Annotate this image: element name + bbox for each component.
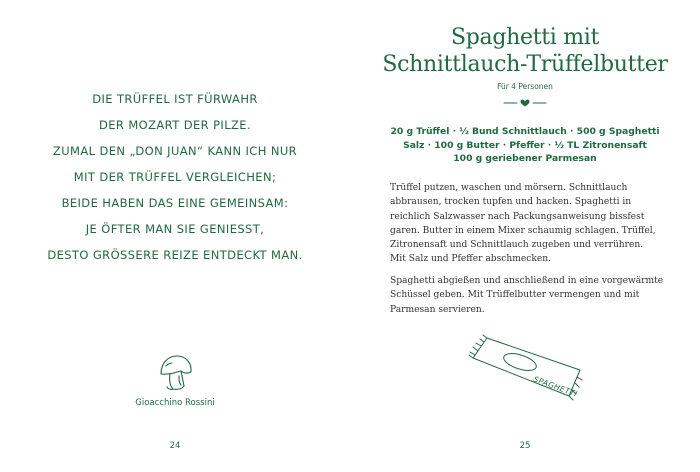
page-number: 25 xyxy=(519,441,531,451)
quote-line: BEIDE HABEN DAS EINE GEMEINSAM: xyxy=(61,196,289,210)
text-line: Trüffel putzen, waschen und mörsern. Schnittlauch xyxy=(390,183,628,193)
heart-ornament-icon xyxy=(502,98,548,108)
quote-line: DER MOZART DER PILZE. xyxy=(98,118,252,132)
recipe-title-line: Schnittlauch-Trüffelbutter xyxy=(382,52,668,77)
ingredients-line: 20 g Trüffel · ½ Bund Schnittlauch · 500 g Spaghetti xyxy=(390,126,660,137)
right-page xyxy=(350,0,700,472)
instructions-paragraph xyxy=(390,181,670,267)
ingredients-line: 100 g geriebener Parmesan xyxy=(453,153,597,164)
servings: Für 4 Personen xyxy=(497,82,553,91)
package-label: SPAGHETTI xyxy=(532,374,579,399)
text-line: Schüssel geben. Mit Trüffelbutter vermengen und mit xyxy=(390,290,640,301)
text-line: abbrausen, trocken tupfen und hacken. Spaghetti in xyxy=(390,197,632,208)
quote-line: JE ÖFTER MAN SIE GENIESST, xyxy=(85,222,265,236)
quote-line: DESTO GRÖSSERE REIZE ENTDECKT MAN. xyxy=(47,248,303,262)
spaghetti-package-icon xyxy=(465,330,585,405)
page-number: 24 xyxy=(169,441,181,451)
mushroom-icon xyxy=(157,352,195,392)
text-line: Mit Salz und Pfeffer abschmecken. xyxy=(390,254,551,265)
text-line: Spaghetti abgießen und anschließend in eine vorgewärmte xyxy=(390,276,664,286)
text-line: Zitronensaft und Schnittlauch zugeben und verrühren. xyxy=(390,240,644,251)
quote-author: Gioacchino Rossini xyxy=(135,398,215,408)
quote-line: ZUMAL DEN „DON JUAN“ KANN ICH NUR xyxy=(52,144,298,158)
recipe-title xyxy=(350,24,700,78)
quote-line: MIT DER TRÜFFEL VERGLEICHEN; xyxy=(73,170,277,184)
recipe-title-line: Spaghetti mit xyxy=(450,25,600,50)
instructions-paragraph xyxy=(390,274,670,317)
text-line: garen. Butter in einem Mixer schaumig schlagen. Trüffel, xyxy=(390,225,656,236)
quote-line: DIE TRÜFFEL IST FÜRWAHR xyxy=(92,92,258,106)
text-line: reichlich Salzwasser nach Packungsanweisung bissfest xyxy=(390,211,645,222)
ingredients-line: Salz · 100 g Butter · Pfeffer · ½ TL Zitronensaft xyxy=(403,139,647,151)
text-line: Parmesan servieren. xyxy=(390,304,485,315)
rossini-quote xyxy=(0,86,350,268)
ingredients-list xyxy=(350,125,700,166)
